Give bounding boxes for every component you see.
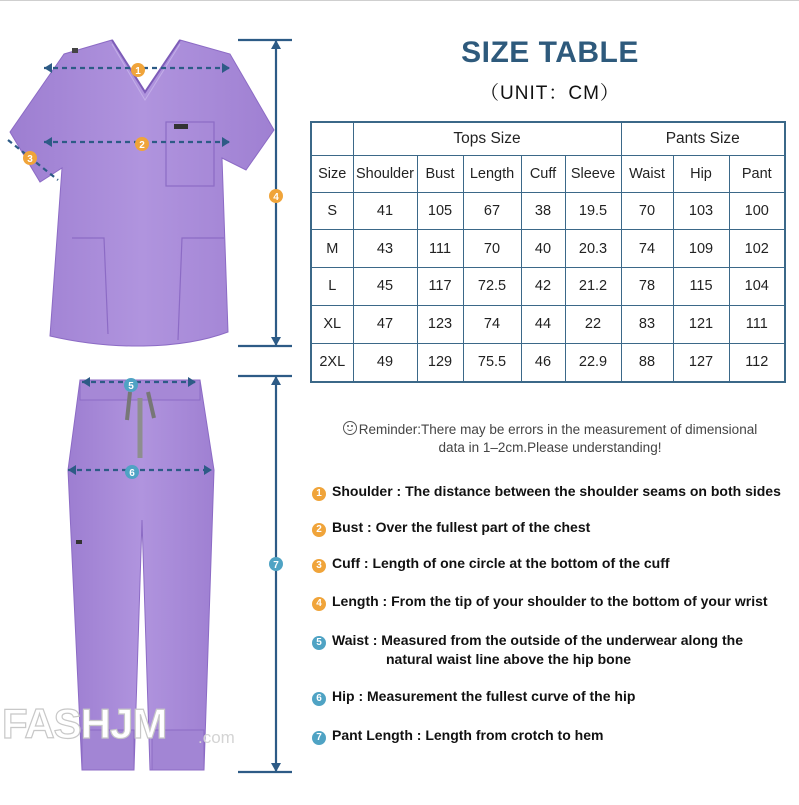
pants-size-header: Pants Size [621, 122, 785, 155]
table-cell: 72.5 [463, 268, 521, 306]
svg-text:7: 7 [273, 560, 279, 571]
watermark-domain: .com [198, 728, 235, 747]
table-cell: 45 [353, 268, 417, 306]
table-cell: 19.5 [565, 192, 621, 230]
column-header: Cuff [521, 155, 565, 192]
table-cell: 38 [521, 192, 565, 230]
table-cell: S [311, 192, 353, 230]
table-cell: 47 [353, 305, 417, 343]
table-cell: 88 [621, 343, 673, 382]
table-cell: 83 [621, 305, 673, 343]
table-cell: 43 [353, 230, 417, 268]
number-badge-icon: 5 [312, 636, 326, 650]
table-cell: 111 [729, 305, 785, 343]
table-cell: 117 [417, 268, 463, 306]
table-cell: 20.3 [565, 230, 621, 268]
table-cell: 115 [673, 268, 729, 306]
column-header: Shoulder [353, 155, 417, 192]
smiley-icon [343, 421, 357, 435]
table-cell: 103 [673, 192, 729, 230]
reminder-line-2: data in 1–2cm.Please understanding! [438, 440, 662, 455]
table-cell: 70 [621, 192, 673, 230]
svg-text:3: 3 [27, 154, 33, 165]
table-cell: 2XL [311, 343, 353, 382]
page-title: SIZE TABLE [461, 36, 639, 69]
table-cell: 78 [621, 268, 673, 306]
table-cell: 49 [353, 343, 417, 382]
table-cell: 129 [417, 343, 463, 382]
table-cell: 123 [417, 305, 463, 343]
legend-item-hip [312, 687, 635, 706]
table-cell: 111 [417, 230, 463, 268]
table-column-header-row [311, 155, 785, 192]
table-cell: L [311, 268, 353, 306]
legend-term: Length : [332, 593, 388, 609]
table-corner-cell [311, 122, 353, 155]
svg-text:6: 6 [129, 468, 135, 479]
table-cell: 22 [565, 305, 621, 343]
svg-text:2: 2 [139, 140, 145, 151]
legend-item-shoulder [312, 482, 781, 501]
column-header: Bust [417, 155, 463, 192]
table-cell: 74 [463, 305, 521, 343]
tops-size-header: Tops Size [353, 122, 621, 155]
number-badge-icon: 6 [312, 692, 326, 706]
table-cell: 105 [417, 192, 463, 230]
legend-item-pant-length [312, 726, 603, 745]
legend-desc: Length from crotch to hem [425, 727, 604, 743]
table-cell: 21.2 [565, 268, 621, 306]
table-cell: 104 [729, 268, 785, 306]
legend-desc: Measured from the outside of the underwear along the [381, 632, 743, 648]
table-row [311, 230, 785, 268]
garment-illustration [0, 0, 300, 800]
table-cell: 102 [729, 230, 785, 268]
table-cell: 46 [521, 343, 565, 382]
table-cell: M [311, 230, 353, 268]
table-cell: 22.9 [565, 343, 621, 382]
table-row [311, 305, 785, 343]
number-badge-icon: 7 [312, 731, 326, 745]
number-badge-icon: 1 [312, 487, 326, 501]
table-row [311, 268, 785, 306]
legend-term: Cuff : [332, 555, 369, 571]
table-cell: 75.5 [463, 343, 521, 382]
table-row [311, 192, 785, 230]
unit-label: （UNIT：CM） [480, 83, 620, 104]
table-cell: 70 [463, 230, 521, 268]
legend-item-cuff [312, 554, 670, 573]
legend-desc: Length of one circle at the bottom of the cuff [372, 555, 670, 571]
column-header: Size [311, 155, 353, 192]
watermark-text: FASHJM [2, 700, 167, 747]
column-header: Pant [729, 155, 785, 192]
legend-term: Hip : [332, 688, 364, 704]
column-header: Hip [673, 155, 729, 192]
table-cell: 42 [521, 268, 565, 306]
table-cell: 100 [729, 192, 785, 230]
watermark-logo [2, 700, 262, 760]
scrubs-drawing [0, 0, 300, 800]
table-row [311, 343, 785, 382]
table-cell: 127 [673, 343, 729, 382]
legend-term: Bust : [332, 519, 372, 535]
reminder-note [310, 421, 790, 457]
svg-text:4: 4 [273, 192, 279, 203]
legend-desc: From the tip of your shoulder to the bottom of your wrist [391, 593, 768, 609]
number-badge-icon: 4 [312, 597, 326, 611]
number-badge-icon: 2 [312, 523, 326, 537]
column-header: Waist [621, 155, 673, 192]
svg-text:5: 5 [128, 381, 134, 392]
column-header: Sleeve [565, 155, 621, 192]
legend-item-bust [312, 518, 590, 537]
number-badge-icon: 3 [312, 559, 326, 573]
table-cell: 109 [673, 230, 729, 268]
reminder-line-1: Reminder:There may be errors in the measurement of dimensional [358, 422, 758, 437]
legend-term: Pant Length : [332, 727, 422, 743]
table-cell: 40 [521, 230, 565, 268]
column-header: Length [463, 155, 521, 192]
legend-desc: Measurement the fullest curve of the hip [367, 688, 636, 704]
legend-desc-continued: natural waist line above the hip bone [386, 651, 632, 667]
svg-text:1: 1 [135, 66, 141, 77]
legend-desc: The distance between the shoulder seams on both sides [405, 483, 781, 499]
table-cell: 41 [353, 192, 417, 230]
legend-term: Shoulder : [332, 483, 402, 499]
table-cell: 121 [673, 305, 729, 343]
legend-item-waist [312, 631, 743, 668]
table-group-header-row [311, 122, 785, 155]
legend-term: Waist : [332, 632, 378, 648]
table-cell: 44 [521, 305, 565, 343]
legend-desc: Over the fullest part of the chest [375, 519, 591, 535]
table-cell: 74 [621, 230, 673, 268]
legend-item-length [312, 592, 768, 611]
scrub-top [10, 40, 274, 346]
table-cell: 67 [463, 192, 521, 230]
table-cell: 112 [729, 343, 785, 382]
table-cell: XL [311, 305, 353, 343]
size-table [310, 121, 786, 383]
